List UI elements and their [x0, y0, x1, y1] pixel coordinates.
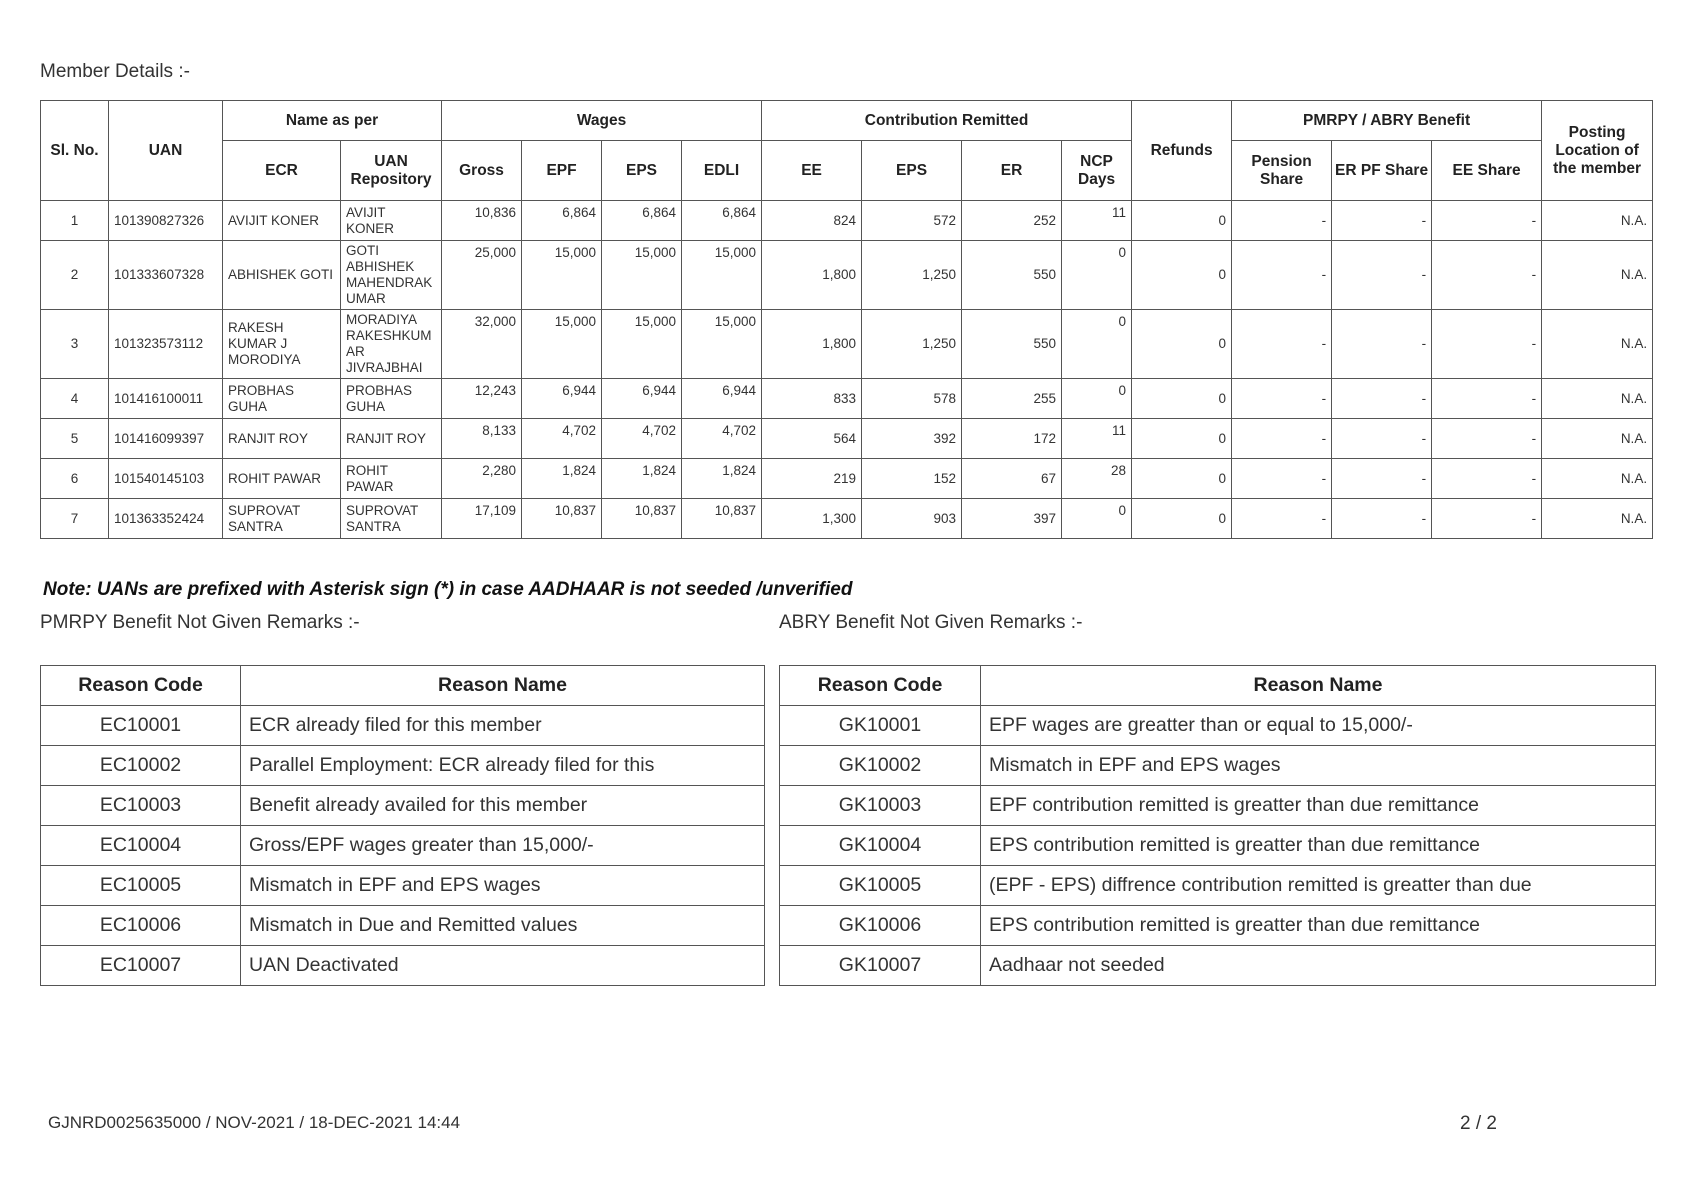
cell-uan-name: RANJIT ROY — [341, 419, 442, 459]
header-reason-code: Reason Code — [780, 666, 981, 706]
abry-remarks-title: ABRY Benefit Not Given Remarks :- — [779, 612, 1083, 633]
reason-code: EC10001 — [41, 706, 241, 746]
cell-edli: 1,824 — [682, 459, 762, 499]
cell-eps: 1,824 — [602, 459, 682, 499]
cell-er-pf-share: - — [1332, 201, 1432, 241]
table-row — [780, 946, 1656, 986]
cell-refunds: 0 — [1132, 459, 1232, 499]
cell-contribution-eps: 572 — [862, 201, 962, 241]
cell-ee-share: - — [1432, 459, 1542, 499]
header-eps: EPS — [602, 141, 682, 201]
header-reason-name: Reason Name — [241, 666, 765, 706]
cell-er-pf-share: - — [1332, 310, 1432, 379]
cell-ecr-name: SUPROVAT SANTRA — [223, 499, 341, 539]
cell-sl-no: 5 — [41, 419, 109, 459]
header-pmrpy-abry-benefit: PMRPY / ABRY Benefit — [1232, 101, 1542, 141]
header-reason-name: Reason Name — [981, 666, 1656, 706]
cell-ncp-days: 0 — [1062, 379, 1132, 419]
cell-uan: 101540145103 — [109, 459, 223, 499]
cell-sl-no: 3 — [41, 310, 109, 379]
cell-eps: 6,864 — [602, 201, 682, 241]
cell-ee: 1,800 — [762, 310, 862, 379]
header-er-pf-share: ER PF Share — [1332, 141, 1432, 201]
header-uan: UAN — [109, 101, 223, 201]
reason-code: EC10004 — [41, 826, 241, 866]
cell-sl-no: 7 — [41, 499, 109, 539]
reason-name: ECR already filed for this member — [241, 706, 765, 746]
table-row — [41, 379, 1653, 419]
reason-name: EPF contribution remitted is greatter than due remittance — [981, 786, 1656, 826]
cell-refunds: 0 — [1132, 499, 1232, 539]
pmrpy-remarks-title: PMRPY Benefit Not Given Remarks :- — [40, 612, 360, 633]
reason-name: Mismatch in Due and Remitted values — [241, 906, 765, 946]
cell-ecr-name: PROBHAS GUHA — [223, 379, 341, 419]
cell-posting-location: N.A. — [1542, 499, 1653, 539]
table-row — [41, 459, 1653, 499]
cell-sl-no: 1 — [41, 201, 109, 241]
table-row — [780, 786, 1656, 826]
footer-reference: GJNRD0025635000 / NOV-2021 / 18-DEC-2021 14:44 — [48, 1113, 461, 1132]
cell-ecr-name: RAKESH KUMAR J MORODIYA — [223, 310, 341, 379]
reason-name: Parallel Employment: ECR already filed for this — [241, 746, 765, 786]
cell-uan: 101416100011 — [109, 379, 223, 419]
reason-code: EC10002 — [41, 746, 241, 786]
cell-er: 550 — [962, 241, 1062, 310]
cell-edli: 4,702 — [682, 419, 762, 459]
cell-ee-share: - — [1432, 379, 1542, 419]
reason-code: GK10002 — [780, 746, 981, 786]
cell-uan-name: SUPROVAT SANTRA — [341, 499, 442, 539]
cell-uan: 101416099397 — [109, 419, 223, 459]
abry-reason-table — [779, 665, 1656, 986]
cell-er: 550 — [962, 310, 1062, 379]
reason-code: EC10007 — [41, 946, 241, 986]
header-ee: EE — [762, 141, 862, 201]
member-details-title: Member Details :- — [40, 61, 190, 82]
cell-gross: 32,000 — [442, 310, 522, 379]
reason-name: Aadhaar not seeded — [981, 946, 1656, 986]
cell-eps: 10,837 — [602, 499, 682, 539]
table-row — [780, 906, 1656, 946]
table-row — [41, 746, 765, 786]
cell-posting-location: N.A. — [1542, 419, 1653, 459]
header-pension-share: Pension Share — [1232, 141, 1332, 201]
cell-pension-share: - — [1232, 201, 1332, 241]
reason-name: Benefit already availed for this member — [241, 786, 765, 826]
cell-uan: 101363352424 — [109, 499, 223, 539]
reason-name: Mismatch in EPF and EPS wages — [241, 866, 765, 906]
table-row — [41, 419, 1653, 459]
header-posting-location: Posting Location of the member — [1542, 101, 1653, 201]
cell-uan: 101323573112 — [109, 310, 223, 379]
cell-eps: 15,000 — [602, 241, 682, 310]
reason-code: EC10003 — [41, 786, 241, 826]
cell-ecr-name: RANJIT ROY — [223, 419, 341, 459]
cell-ncp-days: 11 — [1062, 201, 1132, 241]
cell-uan: 101390827326 — [109, 201, 223, 241]
cell-pension-share: - — [1232, 310, 1332, 379]
header-er: ER — [962, 141, 1062, 201]
cell-eps: 6,944 — [602, 379, 682, 419]
reason-name: EPF wages are greatter than or equal to 15,000/- — [981, 706, 1656, 746]
cell-uan-name: AVIJIT KONER — [341, 201, 442, 241]
cell-er-pf-share: - — [1332, 379, 1432, 419]
cell-er: 67 — [962, 459, 1062, 499]
cell-epf: 6,944 — [522, 379, 602, 419]
cell-er-pf-share: - — [1332, 419, 1432, 459]
header-wages: Wages — [442, 101, 762, 141]
cell-edli: 10,837 — [682, 499, 762, 539]
cell-epf: 4,702 — [522, 419, 602, 459]
table-row — [41, 826, 765, 866]
cell-posting-location: N.A. — [1542, 310, 1653, 379]
cell-posting-location: N.A. — [1542, 201, 1653, 241]
cell-eps: 15,000 — [602, 310, 682, 379]
table-row — [41, 201, 1653, 241]
aadhaar-note: Note: UANs are prefixed with Asterisk sign (*) in case AADHAAR is not seeded /unverified — [43, 579, 853, 600]
cell-gross: 25,000 — [442, 241, 522, 310]
cell-pension-share: - — [1232, 379, 1332, 419]
cell-ncp-days: 28 — [1062, 459, 1132, 499]
header-epf: EPF — [522, 141, 602, 201]
cell-edli: 6,864 — [682, 201, 762, 241]
cell-gross: 12,243 — [442, 379, 522, 419]
table-row — [41, 866, 765, 906]
header-refunds: Refunds — [1132, 101, 1232, 201]
header-name-as-per: Name as per — [223, 101, 442, 141]
cell-contribution-eps: 578 — [862, 379, 962, 419]
cell-er: 255 — [962, 379, 1062, 419]
reason-code: GK10005 — [780, 866, 981, 906]
header-ncp-days: NCP Days — [1062, 141, 1132, 201]
reason-name: EPS contribution remitted is greatter than due remittance — [981, 906, 1656, 946]
cell-posting-location: N.A. — [1542, 241, 1653, 310]
cell-uan-name: PROBHAS GUHA — [341, 379, 442, 419]
reason-code: GK10007 — [780, 946, 981, 986]
cell-ncp-days: 0 — [1062, 241, 1132, 310]
cell-pension-share: - — [1232, 459, 1332, 499]
cell-ee: 564 — [762, 419, 862, 459]
page-number: 2 / 2 — [1460, 1113, 1497, 1134]
cell-er: 397 — [962, 499, 1062, 539]
cell-refunds: 0 — [1132, 379, 1232, 419]
table-row — [780, 746, 1656, 786]
cell-er-pf-share: - — [1332, 241, 1432, 310]
reason-code: GK10001 — [780, 706, 981, 746]
cell-ncp-days: 0 — [1062, 499, 1132, 539]
header-uan-repository: UAN Repository — [341, 141, 442, 201]
header-reason-code: Reason Code — [41, 666, 241, 706]
reason-code: GK10003 — [780, 786, 981, 826]
cell-epf: 10,837 — [522, 499, 602, 539]
cell-gross: 2,280 — [442, 459, 522, 499]
reason-code: EC10006 — [41, 906, 241, 946]
header-ee-share: EE Share — [1432, 141, 1542, 201]
cell-ee-share: - — [1432, 201, 1542, 241]
cell-ee-share: - — [1432, 310, 1542, 379]
cell-ee-share: - — [1432, 419, 1542, 459]
cell-edli: 6,944 — [682, 379, 762, 419]
cell-ncp-days: 0 — [1062, 310, 1132, 379]
cell-ee: 219 — [762, 459, 862, 499]
cell-contribution-eps: 1,250 — [862, 310, 962, 379]
cell-contribution-eps: 903 — [862, 499, 962, 539]
member-details-table — [40, 100, 1653, 539]
cell-ee: 833 — [762, 379, 862, 419]
table-row — [780, 866, 1656, 906]
cell-ee: 1,800 — [762, 241, 862, 310]
cell-er-pf-share: - — [1332, 499, 1432, 539]
cell-contribution-eps: 1,250 — [862, 241, 962, 310]
cell-refunds: 0 — [1132, 201, 1232, 241]
cell-epf: 6,864 — [522, 201, 602, 241]
cell-er-pf-share: - — [1332, 459, 1432, 499]
reason-name: Gross/EPF wages greater than 15,000/- — [241, 826, 765, 866]
table-row — [41, 906, 765, 946]
table-row — [41, 499, 1653, 539]
table-row — [780, 706, 1656, 746]
table-row — [41, 946, 765, 986]
cell-epf: 1,824 — [522, 459, 602, 499]
table-row — [41, 786, 765, 826]
cell-pension-share: - — [1232, 241, 1332, 310]
cell-ee-share: - — [1432, 499, 1542, 539]
cell-contribution-eps: 152 — [862, 459, 962, 499]
header-sl-no: Sl. No. — [41, 101, 109, 201]
reason-name: (EPF - EPS) diffrence contribution remitted is greatter than due — [981, 866, 1656, 906]
cell-contribution-eps: 392 — [862, 419, 962, 459]
cell-uan-name: MORADIYA RAKESHKUM AR JIVRAJBHAI — [341, 310, 442, 379]
cell-ee-share: - — [1432, 241, 1542, 310]
pmrpy-reason-table — [40, 665, 765, 986]
header-contribution-eps: EPS — [862, 141, 962, 201]
table-row — [41, 706, 765, 746]
reason-name: Mismatch in EPF and EPS wages — [981, 746, 1656, 786]
cell-er: 252 — [962, 201, 1062, 241]
cell-posting-location: N.A. — [1542, 379, 1653, 419]
cell-ee: 824 — [762, 201, 862, 241]
reason-code: EC10005 — [41, 866, 241, 906]
cell-gross: 8,133 — [442, 419, 522, 459]
cell-ncp-days: 11 — [1062, 419, 1132, 459]
cell-sl-no: 2 — [41, 241, 109, 310]
header-ecr: ECR — [223, 141, 341, 201]
cell-sl-no: 6 — [41, 459, 109, 499]
cell-refunds: 0 — [1132, 419, 1232, 459]
table-row — [780, 826, 1656, 866]
reason-name: EPS contribution remitted is greatter than due remittance — [981, 826, 1656, 866]
cell-ee: 1,300 — [762, 499, 862, 539]
cell-epf: 15,000 — [522, 241, 602, 310]
cell-pension-share: - — [1232, 419, 1332, 459]
reason-name: UAN Deactivated — [241, 946, 765, 986]
cell-edli: 15,000 — [682, 310, 762, 379]
cell-gross: 10,836 — [442, 201, 522, 241]
cell-edli: 15,000 — [682, 241, 762, 310]
header-edli: EDLI — [682, 141, 762, 201]
header-contribution-remitted: Contribution Remitted — [762, 101, 1132, 141]
cell-ecr-name: AVIJIT KONER — [223, 201, 341, 241]
cell-gross: 17,109 — [442, 499, 522, 539]
table-row — [41, 241, 1653, 310]
cell-refunds: 0 — [1132, 310, 1232, 379]
cell-refunds: 0 — [1132, 241, 1232, 310]
cell-epf: 15,000 — [522, 310, 602, 379]
cell-uan-name: ROHIT PAWAR — [341, 459, 442, 499]
cell-sl-no: 4 — [41, 379, 109, 419]
cell-ecr-name: ABHISHEK GOTI — [223, 241, 341, 310]
cell-er: 172 — [962, 419, 1062, 459]
cell-pension-share: - — [1232, 499, 1332, 539]
cell-uan-name: GOTI ABHISHEK MAHENDRAK UMAR — [341, 241, 442, 310]
reason-code: GK10006 — [780, 906, 981, 946]
table-row — [41, 310, 1653, 379]
cell-uan: 101333607328 — [109, 241, 223, 310]
cell-ecr-name: ROHIT PAWAR — [223, 459, 341, 499]
cell-eps: 4,702 — [602, 419, 682, 459]
header-gross: Gross — [442, 141, 522, 201]
cell-posting-location: N.A. — [1542, 459, 1653, 499]
reason-code: GK10004 — [780, 826, 981, 866]
